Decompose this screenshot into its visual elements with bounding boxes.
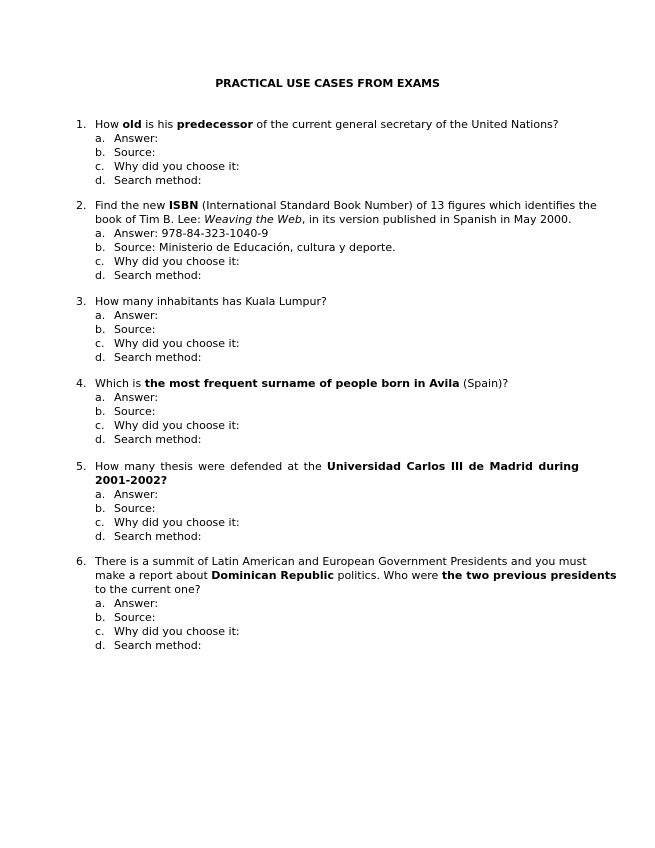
item-letter: d.	[95, 269, 106, 282]
question-text	[95, 569, 617, 583]
item-text: Search method:	[114, 269, 202, 282]
question-line	[0, 569, 655, 583]
answer-item	[0, 433, 655, 447]
question-text	[95, 555, 587, 569]
question-text	[95, 460, 579, 474]
document-title: PRACTICAL USE CASES FROM EXAMS	[215, 77, 440, 90]
answer-item	[0, 351, 655, 365]
item-text: Answer: 978-84-323-1040-9	[114, 227, 269, 240]
answer-item	[0, 160, 655, 174]
text-run: of the current general secretary of the United Nations?	[252, 118, 559, 131]
item-letter: b.	[95, 611, 106, 624]
question-number: 4.	[76, 377, 87, 390]
answer-item	[0, 530, 655, 544]
answer-item	[0, 255, 655, 269]
answer-item	[0, 597, 655, 611]
answer-item	[0, 323, 655, 337]
item-letter: a.	[95, 132, 106, 145]
text-run: How many thesis were defended at the	[95, 460, 327, 473]
text-run: book of Tim B. Lee:	[95, 213, 205, 226]
answer-item	[0, 405, 655, 419]
answer-item	[0, 419, 655, 433]
item-letter: a.	[95, 227, 106, 240]
question-line	[0, 213, 655, 227]
text-run: , in its version published in Spanish in May 2000.	[301, 213, 572, 226]
question-number: 2.	[76, 199, 87, 212]
question-number: 5.	[76, 460, 87, 473]
item-text: Answer:	[114, 597, 159, 610]
question-text	[95, 118, 559, 132]
item-text: Source:	[114, 405, 156, 418]
question-line	[0, 583, 655, 597]
bold-text: 2001-2002?	[95, 474, 168, 487]
item-letter: b.	[95, 405, 106, 418]
item-text: Why did you choose it:	[114, 516, 240, 529]
item-text: Source:	[114, 323, 156, 336]
item-letter: b.	[95, 323, 106, 336]
item-letter: a.	[95, 597, 106, 610]
answer-item	[0, 502, 655, 516]
item-letter: a.	[95, 488, 106, 501]
question-number: 3.	[76, 295, 87, 308]
item-text: Why did you choose it:	[114, 255, 240, 268]
item-text: Source:	[114, 146, 156, 159]
answer-item	[0, 611, 655, 625]
text-run: How many inhabitants has Kuala Lumpur?	[95, 295, 327, 308]
answer-item	[0, 241, 655, 255]
item-letter: c.	[95, 160, 105, 173]
answer-item	[0, 337, 655, 351]
item-text: Source:	[114, 611, 156, 624]
item-text: Search method:	[114, 351, 202, 364]
item-text: Search method:	[114, 174, 202, 187]
item-text: Why did you choose it:	[114, 419, 240, 432]
text-run: make a report about	[95, 569, 212, 582]
bold-text: the two previous presidents	[441, 569, 617, 582]
item-letter: c.	[95, 625, 105, 638]
item-text: Search method:	[114, 530, 202, 543]
answer-item	[0, 488, 655, 502]
question-text	[95, 474, 167, 488]
answer-item	[0, 639, 655, 653]
item-letter: c.	[95, 337, 105, 350]
text-run: How	[95, 118, 123, 131]
question-text	[95, 213, 571, 227]
answer-item	[0, 132, 655, 146]
bold-text: predecessor	[176, 118, 253, 131]
question-text	[95, 199, 597, 213]
answer-item	[0, 269, 655, 283]
item-letter: b.	[95, 241, 106, 254]
item-letter: c.	[95, 516, 105, 529]
question-line	[0, 377, 655, 391]
item-text: Search method:	[114, 639, 202, 652]
bold-text: Universidad Carlos III de Madrid during	[326, 460, 579, 473]
item-text: Source:	[114, 502, 156, 515]
text-run: Which is	[95, 377, 145, 390]
item-letter: d.	[95, 639, 106, 652]
question-line	[0, 295, 655, 309]
question-line	[0, 118, 655, 132]
answer-item	[0, 625, 655, 639]
item-letter: b.	[95, 502, 106, 515]
item-letter: d.	[95, 433, 106, 446]
item-letter: d.	[95, 530, 106, 543]
italic-text: Weaving the Web	[204, 213, 302, 226]
item-text: Answer:	[114, 132, 159, 145]
question-line	[0, 555, 655, 569]
item-letter: c.	[95, 255, 105, 268]
text-run: (Spain)?	[459, 377, 509, 390]
answer-item	[0, 174, 655, 188]
question-number: 6.	[76, 555, 87, 568]
question-text	[95, 377, 508, 391]
item-text: Source: Ministerio de Educación, cultura y deporte.	[114, 241, 396, 254]
bold-text: the most frequent surname of people born in Avila	[144, 377, 460, 390]
question-text	[95, 295, 327, 309]
text-run: is his	[141, 118, 177, 131]
text-run: to the current one?	[95, 583, 201, 596]
text-run: Find the new	[95, 199, 169, 212]
item-text: Search method:	[114, 433, 202, 446]
item-text: Answer:	[114, 488, 159, 501]
answer-item	[0, 516, 655, 530]
item-text: Answer:	[114, 309, 159, 322]
item-text: Why did you choose it:	[114, 160, 240, 173]
item-letter: d.	[95, 174, 106, 187]
item-letter: a.	[95, 309, 106, 322]
item-letter: b.	[95, 146, 106, 159]
answer-item	[0, 391, 655, 405]
question-text	[95, 583, 201, 597]
item-text: Why did you choose it:	[114, 337, 240, 350]
item-letter: c.	[95, 419, 105, 432]
item-letter: a.	[95, 391, 106, 404]
question-line	[0, 460, 655, 474]
text-run: There is a summit of Latin American and European Government Presidents and you must	[95, 555, 587, 568]
item-text: Why did you choose it:	[114, 625, 240, 638]
item-text: Answer:	[114, 391, 159, 404]
item-letter: d.	[95, 351, 106, 364]
bold-text: old	[122, 118, 142, 131]
answer-item	[0, 146, 655, 160]
question-line	[0, 474, 655, 488]
question-line	[0, 199, 655, 213]
bold-text: ISBN	[168, 199, 199, 212]
text-run: (International Standard Book Number) of 13 figures which identifies the	[198, 199, 597, 212]
question-number: 1.	[76, 118, 87, 131]
answer-item	[0, 227, 655, 241]
text-run: politics. Who were	[333, 569, 442, 582]
bold-text: Dominican Republic	[211, 569, 334, 582]
answer-item	[0, 309, 655, 323]
